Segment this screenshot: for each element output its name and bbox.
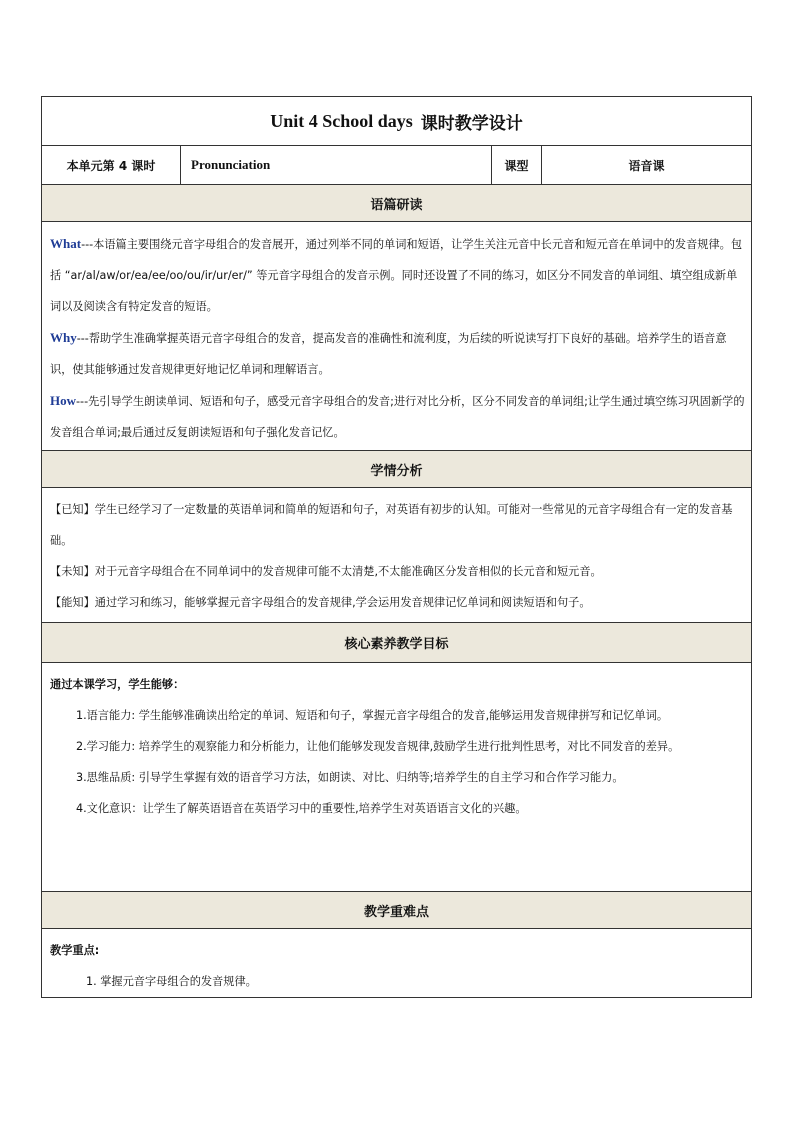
section-header-reading: 语篇研读 — [42, 185, 751, 222]
key-point-item: 1. 掌握元音字母组合的发音规律。 — [86, 975, 257, 988]
what-text: ---本语篇主要围绕元音字母组合的发音展开，通过列举不同的单词和短语，让学生关注元音中长元音和短元音在单词中的发音规律。包括 “ar/al/aw/or/ea/ee/oo/ou/ir/ur/er/” 等元音字母组合的发音示例。同时还设置了不同的练习，如区分不同发音的单词组、填空组成新单词以及阅读含有特定发音的短语。 — [50, 238, 743, 313]
lesson-type-label: 课型 — [492, 146, 542, 184]
key-points-label: 教学重点: — [50, 944, 100, 957]
analysis-achievable: 【能知】通过学习和练习，能够掌握元音字母组合的发音规律,学会运用发音规律记忆单词和阅读短语和句子。 — [50, 596, 591, 609]
goal-item: 4.文化意识：让学生了解英语语音在英语学习中的重要性,培养学生对英语语言文化的兴趣。 — [76, 802, 527, 815]
how-text: ---先引导学生朗读单词、短语和句子，感受元音字母组合的发音;进行对比分析，区分不同发音的单词组;让学生通过填空练习巩固新学的发音组合单词;最后通过反复朗读短语和句子强化发音记忆。 — [50, 395, 745, 439]
key-points-content — [42, 929, 751, 997]
analysis-known: 【已知】学生已经学习了一定数量的英语单词和简单的短语和句子，对英语有初步的认知。可能对一些常见的元音字母组合有一定的发音基础。 — [50, 503, 733, 547]
lesson-plan-table — [41, 96, 752, 998]
goal-item: 1.语言能力: 学生能够准确读出给定的单词、短语和句子，掌握元音字母组合的发音,能够运用发音规律拼写和记忆单词。 — [76, 709, 669, 722]
goal-item: 2.学习能力: 培养学生的观察能力和分析能力，让他们能够发现发音规律,鼓励学生进行批判性思考，对比不同发音的差异。 — [76, 740, 680, 753]
lesson-number: 本单元第 4 课时 — [42, 146, 181, 184]
lesson-topic: Pronunciation — [181, 146, 492, 184]
document-title — [42, 97, 751, 146]
how-label: How — [50, 393, 76, 408]
what-label: What — [50, 236, 82, 251]
why-text: ---帮助学生准确掌握英语元音字母组合的发音，提高发音的准确性和流利度，为后续的听说读写打下良好的基础。培养学生的语音意识，使其能够通过发音规律更好地记忆单词和理解语言。 — [50, 332, 727, 376]
section-header-key-points: 教学重难点 — [42, 892, 751, 929]
goals-content — [42, 663, 751, 892]
reading-content — [42, 222, 751, 451]
section-header-goals: 核心素养教学目标 — [42, 623, 751, 663]
lesson-type-value: 语音课 — [628, 158, 665, 173]
why-label: Why — [50, 330, 77, 345]
analysis-unknown: 【未知】对于元音字母组合在不同单词中的发音规律可能不太清楚,不太能准确区分发音相似的长元音和短元音。 — [50, 565, 602, 578]
title-chinese: 课时教学设计 — [420, 113, 523, 134]
what-paragraph — [50, 228, 745, 322]
title-english: Unit 4 School days — [270, 110, 413, 131]
goal-item: 3.思维品质: 引导学生掌握有效的语音学习方法，如朗读、对比、归纳等;培养学生的自主学习和合作学习能力。 — [76, 771, 624, 784]
analysis-content — [42, 488, 751, 623]
why-paragraph — [50, 322, 745, 385]
lesson-info-row — [42, 146, 751, 185]
section-header-analysis: 学情分析 — [42, 451, 751, 488]
goals-intro: 通过本课学习，学生能够： — [50, 678, 185, 691]
how-paragraph — [50, 385, 745, 448]
